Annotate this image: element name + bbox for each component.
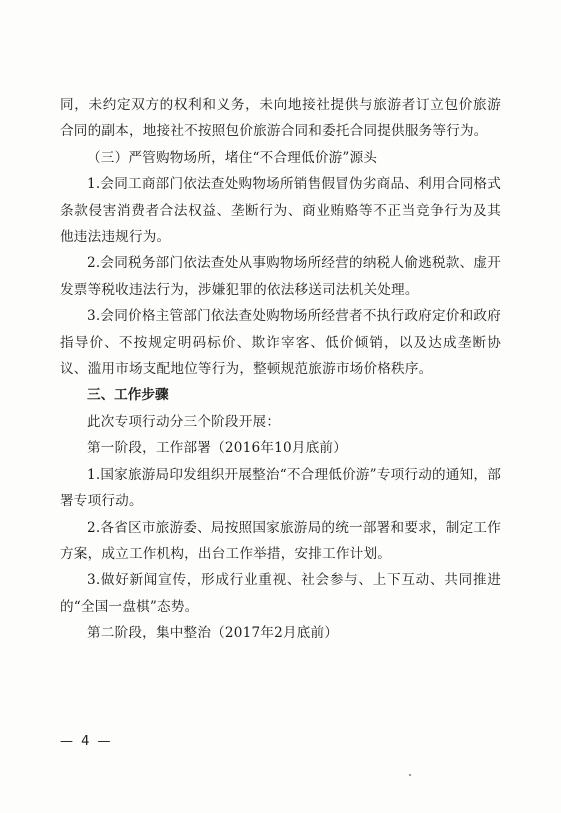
phase-one-item-3: 3.做好新闻宣传，形成行业重视、社会参与、上下互动、共同推进的“全国一盘棋”态势。 (60, 572, 501, 615)
page-number: — 4 — (60, 734, 113, 749)
paragraph-continuation: 同，未约定双方的权利和义务，未向地接社提供与旅游者订立包价旅游合同的副本，地接社不按照包价旅游合同和委托合同提供服务等行为。 (60, 97, 501, 140)
section-heading-work-steps: 三、工作步骤 (87, 387, 169, 404)
phase-two-heading: 第二阶段，集中整治（2017年2月底前） (87, 625, 339, 642)
paragraph-item-3: 3.会同价格主管部门依法查处购物场所经营者不执行政府定价和政府指导价、不按规定明码标价、欺诈宰客、低价倾销，以及达成垄断协议、滥用市场支配地位等行为，整顿规范旅游市场价格秩序。 (60, 308, 501, 378)
paragraph-item-1: 1.会同工商部门依法查处购物场所销售假冒伪劣商品、利用合同格式条款侵害消费者合法权益、垄断行为、商业贿赂等不正当竞争行为及其他违法违规行为。 (60, 176, 501, 246)
phase-one-heading: 第一阶段，工作部署（2016年10月底前） (87, 440, 347, 457)
document-body (60, 92, 501, 647)
phase-one-item-1: 1.国家旅游局印发组织开展整治“不合理低价游”专项行动的通知，部署专项行动。 (60, 466, 501, 510)
paragraph-item-2: 2.会同税务部门依法查处从事购物场所经营的纳税人偷逃税款、虚开发票等税收违法行为，涉嫌犯罪的依法移送司法机关处理。 (60, 255, 501, 298)
phase-one-item-2: 2.各省区市旅游委、局按照国家旅游局的统一部署和要求，制定工作方案，成立工作机构，出台工作举措，安排工作计划。 (60, 519, 501, 562)
scan-speck (409, 774, 411, 776)
paragraph-intro: 此次专项行动分三个阶段开展： (87, 413, 281, 430)
section-subheading-3: （三）严管购物场所，堵住“不合理低价游”源头 (87, 149, 378, 166)
